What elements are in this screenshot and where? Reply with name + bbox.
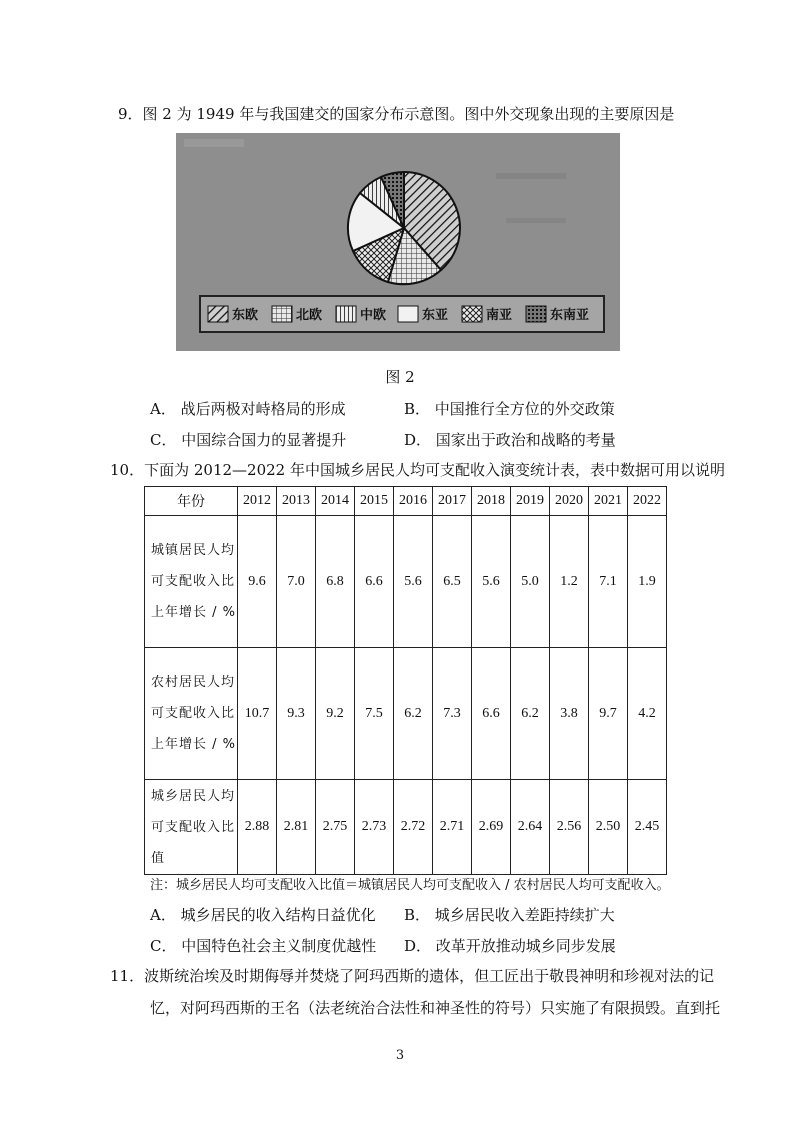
- pie-slices: [348, 172, 460, 284]
- table-cell: 3.8: [550, 648, 589, 780]
- table-cell: 6.6: [472, 648, 511, 780]
- q10-stem: 10．下面为 2012—2022 年中国城乡居民人均可支配收入演变统计表，表中数据可用以说明: [110, 461, 725, 479]
- year-cell: 2022: [628, 487, 667, 516]
- q9-option-c: C． 中国综合国力的显著提升: [150, 431, 347, 449]
- legend-label: 南亚: [486, 308, 513, 323]
- table-cell: 1.9: [628, 516, 667, 648]
- year-cell: 2017: [433, 487, 472, 516]
- table-cell: 2.72: [394, 780, 433, 875]
- table-cell: 6.2: [511, 648, 550, 780]
- table-header-label: 年份: [145, 487, 238, 516]
- year-cell: 2020: [550, 487, 589, 516]
- legend-swatch: [526, 306, 546, 322]
- q10-option-b: B． 城乡居民收入差距持续扩大: [404, 906, 615, 924]
- year-cell: 2018: [472, 487, 511, 516]
- table-cell: 2.88: [238, 780, 277, 875]
- table-cell: 2.64: [511, 780, 550, 875]
- row-label: 农村居民人均可支配收入比上年增长 / %: [145, 648, 238, 780]
- table-cell: 9.6: [238, 516, 277, 648]
- table-cell: 7.3: [433, 648, 472, 780]
- table-cell: 2.45: [628, 780, 667, 875]
- table-cell: 2.71: [433, 780, 472, 875]
- table-cell: 6.8: [316, 516, 355, 648]
- table-row: [145, 648, 667, 780]
- table-cell: 9.7: [589, 648, 628, 780]
- legend-label: 中欧: [360, 308, 387, 323]
- q10-option-c: C． 中国特色社会主义制度优越性: [150, 937, 377, 955]
- table-cell: 1.2: [550, 516, 589, 648]
- table-note: 注：城乡居民人均可支配收入比值＝城镇居民人均可支配收入 / 农村居民人均可支配收入。: [150, 878, 670, 893]
- table-row: [145, 780, 667, 875]
- legend-label: 东欧: [232, 308, 259, 323]
- table-cell: 7.5: [355, 648, 394, 780]
- year-cell: 2016: [394, 487, 433, 516]
- table-cell: 7.1: [589, 516, 628, 648]
- year-cell: 2013: [277, 487, 316, 516]
- table-cell: 6.6: [355, 516, 394, 648]
- table-header-row: [145, 487, 667, 516]
- legend-swatch: [272, 306, 292, 322]
- figure-caption: 图 2: [385, 368, 415, 386]
- q11-line-1: 11．波斯统治埃及时期侮辱并焚烧了阿玛西斯的遗体，但工匠出于敬畏神明和珍视对法的记: [110, 967, 715, 985]
- legend-swatch: [208, 306, 228, 322]
- table-cell: 10.7: [238, 648, 277, 780]
- table-cell: 5.6: [394, 516, 433, 648]
- table-cell: 6.5: [433, 516, 472, 648]
- table-cell: 2.50: [589, 780, 628, 875]
- page-number: 3: [395, 1048, 405, 1063]
- row-label: 城乡居民人均可支配收入比值: [145, 780, 238, 875]
- year-cell: 2019: [511, 487, 550, 516]
- pie-chart-image: [176, 133, 620, 351]
- year-cell: 2015: [355, 487, 394, 516]
- legend-swatch: [398, 306, 418, 322]
- table-cell: 2.81: [277, 780, 316, 875]
- table-cell: 2.73: [355, 780, 394, 875]
- legend-swatch: [336, 306, 356, 322]
- pie-figure: [176, 133, 620, 351]
- row-label: 城镇居民人均可支配收入比上年增长 / %: [145, 516, 238, 648]
- table-cell: 9.3: [277, 648, 316, 780]
- q9-option-b: B． 中国推行全方位的外交政策: [404, 400, 615, 418]
- legend-swatch: [462, 306, 482, 322]
- legend-label: 东亚: [422, 308, 449, 323]
- legend-label: 北欧: [296, 308, 323, 323]
- q10-option-d: D． 改革开放推动城乡同步发展: [404, 937, 616, 955]
- year-cell: 2012: [238, 487, 277, 516]
- table-cell: 9.2: [316, 648, 355, 780]
- q11-line-2: 忆，对阿玛西斯的王名（法老统治合法性和神圣性的符号）只实施了有限损毁。直到托: [150, 999, 721, 1017]
- q10-option-a: A． 城乡居民的收入结构日益优化: [150, 906, 376, 924]
- table-cell: 2.75: [316, 780, 355, 875]
- table-cell: 4.2: [628, 648, 667, 780]
- table-cell: 5.0: [511, 516, 550, 648]
- table-cell: 5.6: [472, 516, 511, 648]
- q9-option-a: A． 战后两极对峙格局的形成: [150, 400, 346, 418]
- income-table: [144, 486, 667, 875]
- table-row: [145, 516, 667, 648]
- table-cell: 7.0: [277, 516, 316, 648]
- q9-option-d: D． 国家出于政治和战略的考量: [404, 431, 616, 449]
- table-cell: 2.69: [472, 780, 511, 875]
- table-cell: 6.2: [394, 648, 433, 780]
- q9-stem: 9．图 2 为 1949 年与我国建交的国家分布示意图。图中外交现象出现的主要原因是: [118, 105, 675, 123]
- year-cell: 2014: [316, 487, 355, 516]
- year-cell: 2021: [589, 487, 628, 516]
- table-cell: 2.56: [550, 780, 589, 875]
- legend-label: 东南亚: [550, 308, 590, 323]
